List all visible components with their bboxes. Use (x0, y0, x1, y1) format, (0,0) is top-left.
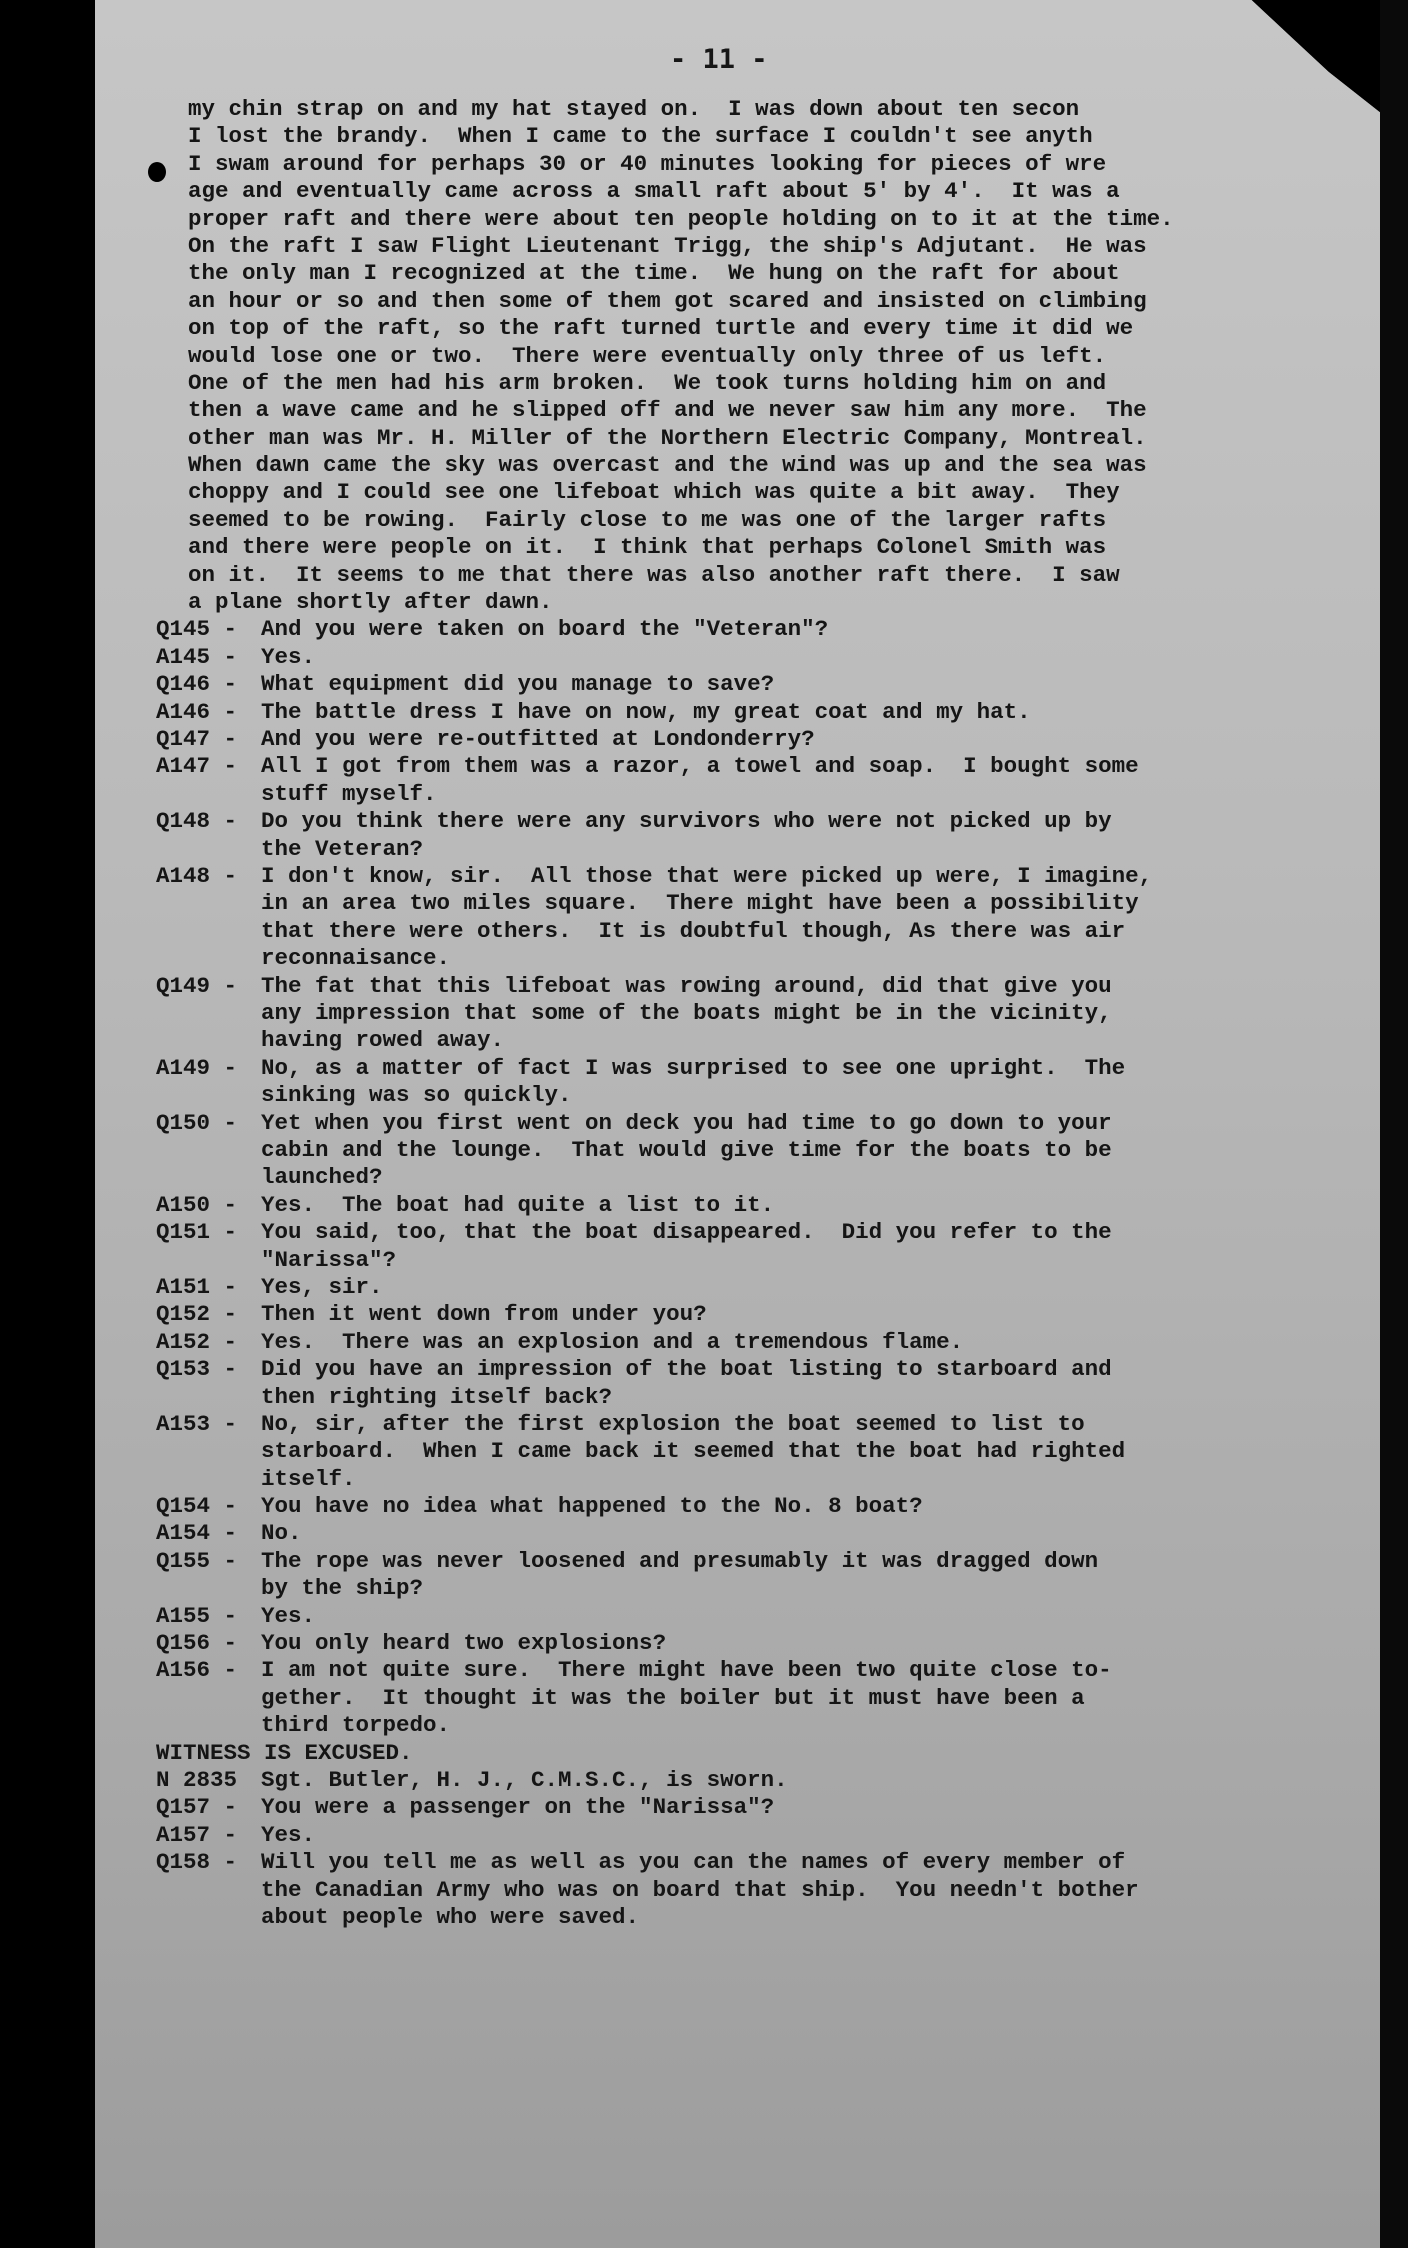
exchange-text (261, 863, 1373, 973)
exchange-row (156, 699, 1373, 726)
exchange-line: reconnaisance. (261, 945, 451, 972)
exchange-text (261, 1055, 1373, 1110)
exchange-row (156, 1657, 1373, 1739)
narrative-line: the only man I recognized at the time. We hung on the raft for about (188, 260, 1120, 287)
exchange-label: Q150 - (156, 1109, 238, 1136)
exchange-label: Q155 - (156, 1547, 238, 1574)
exchange-label: Q148 - (156, 808, 238, 835)
exchange-text (261, 1301, 1373, 1328)
exchange-text (261, 1657, 1373, 1739)
punch-hole (148, 162, 166, 182)
exchange-text (261, 1411, 1373, 1493)
exchange-line: sinking was so quickly. (261, 1082, 572, 1109)
narrative-line: When dawn came the sky was overcast and the wind was up and the sea was (188, 452, 1147, 479)
exchange-line: All I got from them was a razor, a towel and soap. I bought some (261, 753, 1139, 780)
exchange-line: any impression that some of the boats might be in the vicinity, (261, 999, 1112, 1026)
film-edge (1380, 0, 1408, 2248)
exchange-row (156, 1274, 1373, 1301)
exchange-text (261, 1794, 1373, 1821)
exchange-text (261, 808, 1373, 863)
exchange-label: Q151 - (156, 1219, 238, 1246)
exchange-label: Q145 - (156, 616, 238, 643)
exchange-row (156, 1329, 1373, 1356)
exchanges (156, 616, 1373, 1739)
exchange-line: launched? (261, 1164, 383, 1191)
exchange-label: A150 - (156, 1191, 238, 1218)
exchange-line: third torpedo. (261, 1712, 451, 1739)
exchange-line: by the ship? (261, 1575, 424, 1602)
narrative-line: other man was Mr. H. Miller of the Northern Electric Company, Montreal. (188, 424, 1147, 451)
exchange-line: You said, too, that the boat disappeared. Did you refer to the (261, 1219, 1112, 1246)
exchange-line: And you were taken on board the "Veteran"? (261, 616, 829, 643)
exchange-line: cabin and the lounge. That would give time for the boats to be (261, 1136, 1112, 1163)
exchange-row (156, 726, 1373, 753)
exchange-row (156, 1110, 1373, 1192)
narrative-line: I swam around for perhaps 30 or 40 minutes looking for pieces of wre (188, 150, 1107, 177)
exchange-line: having rowed away. (261, 1027, 505, 1054)
exchange-text (261, 1603, 1373, 1630)
exchange-row (156, 1822, 1373, 1849)
exchange-label: A145 - (156, 643, 238, 670)
exchange-line: Yes. The boat had quite a list to it. (261, 1191, 775, 1218)
exchange-text (261, 1110, 1373, 1192)
exchange-label: A155 - (156, 1602, 238, 1629)
exchange-text (261, 1219, 1373, 1274)
exchange-row (156, 1411, 1373, 1493)
exchange-label: Q158 - (156, 1849, 238, 1876)
narrative-line: I lost the brandy. When I came to the surface I couldn't see anyth (188, 123, 1093, 150)
exchange-text (261, 1849, 1373, 1931)
exchange-row (156, 1055, 1373, 1110)
exchange-line: Yes. There was an explosion and a tremendous flame. (261, 1328, 964, 1355)
exchange-text (261, 1548, 1373, 1603)
narrative-line: and there were people on it. I think that perhaps Colonel Smith was (188, 534, 1107, 561)
exchange-line: You have no idea what happened to the No. 8 boat? (261, 1493, 923, 1520)
exchange-line: Did you have an impression of the boat listing to starboard and (261, 1356, 1112, 1383)
witness-excused: WITNESS IS EXCUSED. (156, 1739, 413, 1766)
exchange-label: A146 - (156, 698, 238, 725)
exchange-line: "Narissa"? (261, 1246, 397, 1273)
exchange-row (156, 671, 1373, 698)
exchange-label: A153 - (156, 1410, 238, 1437)
exchange-line: You were a passenger on the "Narissa"? (261, 1794, 775, 1821)
exchange-line: gether. It thought it was the boiler but it must have been a (261, 1684, 1085, 1711)
exchange-text (261, 1822, 1373, 1849)
exchange-line: Yes, sir. (261, 1273, 383, 1300)
exchange-label: A151 - (156, 1273, 238, 1300)
exchange-line: itself. (261, 1465, 356, 1492)
exchange-label: Q154 - (156, 1493, 238, 1520)
exchange-line: No, sir, after the first explosion the boat seemed to list to (261, 1410, 1085, 1437)
exchange-row (156, 808, 1373, 863)
exchange-text (261, 1356, 1373, 1411)
exchange-row (156, 973, 1373, 1055)
exchange-label: Q157 - (156, 1794, 238, 1821)
exchange-text (261, 1493, 1373, 1520)
exchange-line: No. (261, 1520, 302, 1547)
exchange-label: A149 - (156, 1054, 238, 1081)
exchange-label: Q152 - (156, 1301, 238, 1328)
exchange-label: Q147 - (156, 726, 238, 753)
narrative-line: seemed to be rowing. Fairly close to me was one of the larger rafts (188, 506, 1107, 533)
narrative-line: On the raft I saw Flight Lieutenant Trigg, the ship's Adjutant. He was (188, 232, 1147, 259)
exchange-line: I am not quite sure. There might have been two quite close to- (261, 1657, 1112, 1684)
exchange-text (261, 1329, 1373, 1356)
exchange-row (156, 863, 1373, 973)
exchange-text (261, 726, 1373, 753)
exchange-row (156, 1301, 1373, 1328)
narrative-line: an hour or so and then some of them got scared and insisted on climbing (188, 287, 1147, 314)
sworn-text: Sgt. Butler, H. J., C.M.S.C., is sworn. (261, 1767, 788, 1794)
exchange-row (156, 1794, 1373, 1821)
exchange-label: Q149 - (156, 972, 238, 999)
exchange-line: then righting itself back? (261, 1383, 613, 1410)
exchange-text (261, 753, 1373, 808)
exchange-label: A156 - (156, 1657, 238, 1684)
exchange-line: Yes. (261, 643, 316, 670)
exchanges-continued (156, 1794, 1373, 1931)
exchange-text (261, 1274, 1373, 1301)
narrative (188, 96, 1373, 616)
narrative-line: choppy and I could see one lifeboat which was quite a bit away. They (188, 479, 1120, 506)
narrative-line: One of the men had his arm broken. We took turns holding him on and (188, 369, 1107, 396)
exchange-line: The rope was never loosened and presumably it was dragged down (261, 1547, 1099, 1574)
narrative-line: on it. It seems to me that there was also another raft there. I saw (188, 561, 1120, 588)
exchange-text (261, 973, 1373, 1055)
exchange-line: stuff myself. (261, 780, 437, 807)
exchange-line: The battle dress I have on now, my great coat and my hat. (261, 698, 1031, 725)
exchange-line: I don't know, sir. All those that were picked up were, I imagine, (261, 863, 1153, 890)
exchange-line: Will you tell me as well as you can the names of every member of (261, 1849, 1126, 1876)
exchange-row (156, 1356, 1373, 1411)
exchange-text (261, 1630, 1373, 1657)
witness-excused-row (156, 1740, 1373, 1767)
exchange-line: You only heard two explosions? (261, 1630, 667, 1657)
exchange-text (261, 671, 1373, 698)
sworn-row (156, 1767, 1373, 1794)
exchange-label: Q156 - (156, 1630, 238, 1657)
exchange-line: And you were re-outfitted at Londonderry? (261, 726, 815, 753)
exchange-label: A154 - (156, 1520, 238, 1547)
narrative-line: would lose one or two. There were eventually only three of us left. (188, 342, 1107, 369)
exchange-line: in an area two miles square. There might have been a possibility (261, 890, 1139, 917)
exchange-label: A157 - (156, 1821, 238, 1848)
exchange-row (156, 1192, 1373, 1219)
exchange-row (156, 616, 1373, 643)
exchange-label: A148 - (156, 863, 238, 890)
exchange-line: Do you think there were any survivors who were not picked up by (261, 808, 1112, 835)
exchange-line: Yes. (261, 1602, 316, 1629)
exchange-line: starboard. When I came back it seemed that the boat had righted (261, 1438, 1126, 1465)
narrative-line: proper raft and there were about ten people holding on to it at the time. (188, 205, 1174, 232)
exchange-row (156, 1849, 1373, 1931)
transcript-body (156, 96, 1373, 1931)
exchange-line: Yes. (261, 1821, 316, 1848)
exchange-text (261, 1520, 1373, 1547)
exchange-line: Then it went down from under you? (261, 1301, 707, 1328)
exchange-line: that there were others. It is doubtful though, As there was air (261, 917, 1126, 944)
exchange-row (156, 1548, 1373, 1603)
exchange-line: What equipment did you manage to save? (261, 671, 775, 698)
service-number: N 2835 (156, 1767, 238, 1794)
exchange-label: A152 - (156, 1328, 238, 1355)
exchange-line: about people who were saved. (261, 1904, 640, 1931)
exchange-text (261, 644, 1373, 671)
exchange-line: the Veteran? (261, 835, 424, 862)
narrative-line: age and eventually came across a small raft about 5' by 4'. It was a (188, 178, 1120, 205)
narrative-line: a plane shortly after dawn. (188, 589, 553, 616)
exchange-row (156, 753, 1373, 808)
exchange-row (156, 1603, 1373, 1630)
exchange-row (156, 1630, 1373, 1657)
narrative-line: on top of the raft, so the raft turned turtle and every time it did we (188, 315, 1134, 342)
exchange-row (156, 1493, 1373, 1520)
narrative-line: my chin strap on and my hat stayed on. I was down about ten secon (188, 96, 1080, 122)
page-number: - 11 - (670, 44, 768, 75)
exchange-row (156, 644, 1373, 671)
exchange-line: Yet when you first went on deck you had time to go down to your (261, 1109, 1112, 1136)
exchange-label: A147 - (156, 753, 238, 780)
exchange-text (261, 699, 1373, 726)
exchange-line: the Canadian Army who was on board that ship. You needn't bother (261, 1876, 1139, 1903)
exchange-line: The fat that this lifeboat was rowing around, did that give you (261, 972, 1112, 999)
exchange-line: No, as a matter of fact I was surprised to see one upright. The (261, 1054, 1126, 1081)
narrative-line: then a wave came and he slipped off and we never saw him any more. The (188, 397, 1147, 424)
exchange-row (156, 1520, 1373, 1547)
exchange-label: Q146 - (156, 671, 238, 698)
exchange-row (156, 1219, 1373, 1274)
exchange-label: Q153 - (156, 1356, 238, 1383)
exchange-text (261, 616, 1373, 643)
exchange-text (261, 1192, 1373, 1219)
